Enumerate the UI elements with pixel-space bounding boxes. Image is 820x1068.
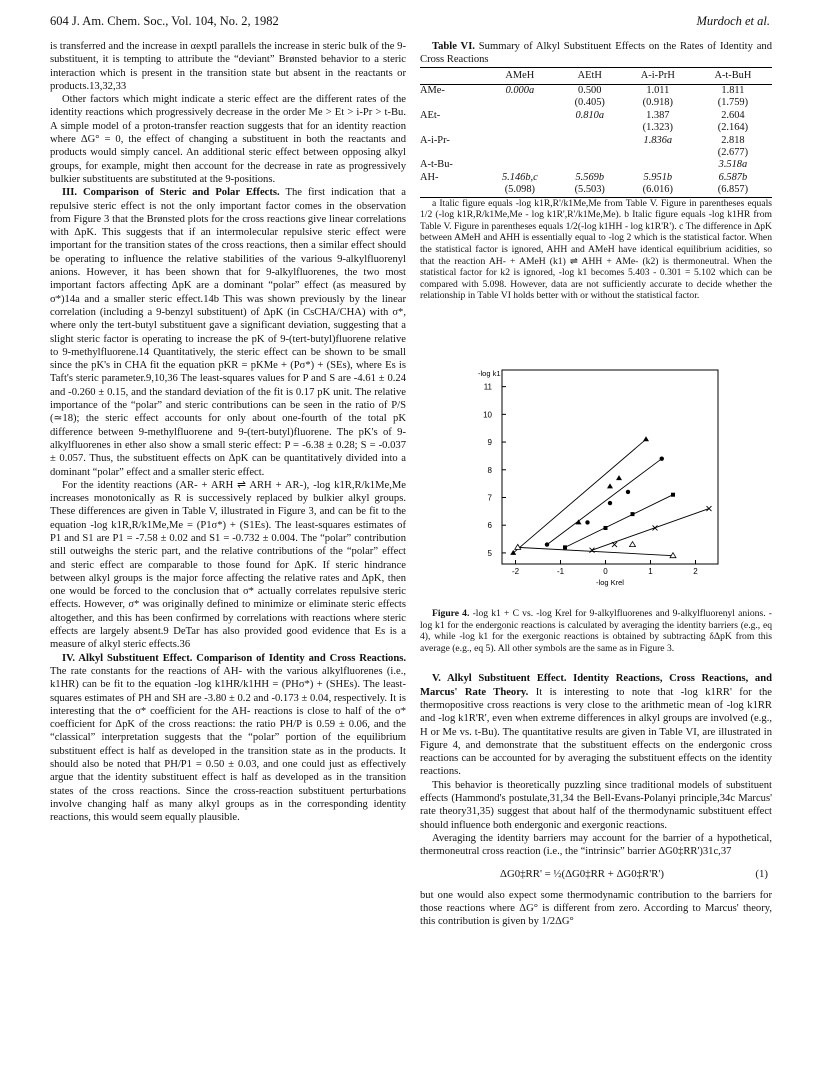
- data-point: [660, 456, 664, 460]
- table-cell: 0.500: [578, 85, 602, 96]
- data-point: [626, 490, 630, 494]
- table-cell: [622, 159, 694, 171]
- section-heading: IV. Alkyl Substituent Effect. Comparison of Identity and Cross Reactions.: [62, 652, 406, 664]
- column-header: AMeH: [482, 67, 558, 84]
- data-point: [707, 506, 712, 511]
- data-point: [585, 520, 589, 524]
- paragraph: [420, 672, 772, 778]
- x-axis-label: -log Krel: [596, 578, 624, 587]
- data-point: [612, 542, 617, 547]
- x-tick-label: 0: [603, 567, 608, 576]
- figure-4: [420, 348, 772, 608]
- left-column: [50, 40, 406, 825]
- table-cell: [482, 135, 558, 147]
- table-row: [420, 97, 772, 109]
- x-tick-label: -1: [556, 567, 565, 576]
- paragraph: For the identity reactions (AR- + ARH ⇌ ARH + AR-), -log k1R,R/k1Me,Me increases monotonically as R is successively replaced by bulkier alkyl groups. These differences are given in Table V, illustrated in Figure 3, and can be fit to the equation -log k1R,R/k1Me,Me = (P1σ*) + (S1Es). The least-squares estimates of P1 and S1 are P1 = -7.58 ± 0.02 and S1 = -0.732 ± 0.004. The “polar” contribution still outweighs the steric part, and the relative contributions of the “polar” effect and steric effect are comparable to those found for ΔpK. If steric hindrance between alkyl groups is the major force affecting the relative rates and ΔpK, then one would be forced to the conclusion that σ* actually correlates repulsive steric effects. However, σ* was originally defined to minimize or eliminate steric effects altogether, and this has been confirmed by correlations with reactions where steric effects are largely absent.9 DeTar has also provided good evidence that Es is a measure of alkyl steric effects.36: [50, 479, 406, 651]
- section-text: The rate constants for the reactions of AH- with the various alkylfluorenes (i.e., k1HR) can be fit to the equation -log k1HR/k1HH = (PHσ*) + (SHEs). The least-squares estimates of PH and SH are -3.80 ± 0.2 and -0.173 ± 0.04, respectively. It is interesting that the σ* coefficient for the AH- reactions is close to half of the σ* coefficient for ΔpK of the cross reactions: the ratio PH/P is 0.59 ± 0.06, and the “classical” interpretation suggests that the “polar” portion of the equilibrium substituent effect is half as developed in the transition state as in the products. It should also be noted that PH/P1 = 0.50 ± 0.03, and one could just as effectively argue that the identity substituent effect is half as developed as in the transition states of the cross reactions. Since the cross-reaction substituent perturbations involve changing half as many alkyl groups as in the corresponding identity reactions, this would seem equally plausible.: [50, 665, 406, 824]
- data-point: [630, 542, 636, 547]
- table-row: [420, 135, 772, 147]
- table-row: [420, 184, 772, 197]
- figure-label: Figure 4.: [432, 608, 470, 619]
- table-cell: (0.405): [574, 97, 605, 109]
- series-line: [513, 439, 646, 553]
- section-text: It is interesting to note that -log k1RR' for the thermopositive cross reactions is very close to the arithmetic mean of -log k1RR and -log k1R'R', even when extreme differences in alkyl groups are involved (e.g., H or Me vs. t-Bu). The quantitative results are given in Table VI, are illustrated in Figure 4, and demonstrate that the substituent effects on the endergonic cross reactions can be accounted for by averaging the substituent effects on the identity reactions.: [420, 686, 773, 778]
- table-cell: (6.016): [622, 184, 694, 197]
- paragraph: Other factors which might indicate a steric effect are the different rates of the identity reactions which progressively decrease in the order Me > Et > i-Pr > t-Bu. A simple model of a proton-transfer reaction suggests that for an identity reaction where ΔG° = 0, the effect of changing a substituent in both the reactants and products would simply cancel. An additional steric effect between opposing alkyl groups, for example, might then account for the decrease in rate as progressively bulkier substituents are substituted at the 9-positions.: [50, 94, 406, 185]
- row-header: [420, 184, 482, 197]
- y-tick-label: 8: [487, 465, 492, 475]
- table-footnote: a Italic figure equals -log k1R,R'/k1Me,Me from Table V. Figure in parentheses equals 1/2 (-log k1R,R/k1Me,Me - log k1R',R'/k1Me,Me). b Italic figure equals -log k1HR from Table V. Figure in parentheses equals 1/2(-log k1HH - log k1R'R'). c The difference in ΔpK between AMeH and AHH is essentially equal to -log 2 which is the statistical factor. When the statistical factor is ignored, AHH and AMeH have identical equilibrium acidities, so that the reaction AH- + AMeH (k1) ⇌ AHH + AMe- (k2) is thermoneutral. When the statistical factor for k2 is ignored, -log k1 becomes 5.403 - 0.301 = 5.102 which can be compared with 5.098. However, data are not sufficiently accurate to decide whether the relationship in Table VI holds better with or without the statistical factor.: [420, 197, 772, 302]
- y-tick-label: 9: [487, 438, 492, 448]
- table-cell: 6.587b: [718, 171, 748, 183]
- series-line: [592, 509, 709, 551]
- right-column: [420, 40, 772, 928]
- data-point: [631, 512, 635, 516]
- table-cell: [558, 122, 622, 134]
- y-tick-label: 11: [483, 382, 492, 392]
- table-cell: [558, 135, 622, 147]
- table-cell: (2.677): [717, 147, 749, 159]
- equation-1: [420, 859, 772, 889]
- data-point: [604, 526, 608, 530]
- x-tick-label: 2: [693, 567, 698, 576]
- row-header: AH-: [420, 171, 439, 183]
- table-cell: (6.857): [694, 184, 772, 197]
- table-cell: [482, 122, 558, 134]
- table-row: [420, 172, 772, 184]
- data-point: [616, 475, 622, 480]
- y-tick-label: 7: [487, 493, 492, 503]
- journal-citation: 604 J. Am. Chem. Soc., Vol. 104, No. 2, 1982: [50, 14, 279, 28]
- data-point: [643, 436, 649, 441]
- table-cell: (5.503): [558, 184, 622, 197]
- y-axis-label: -log k1: [478, 369, 501, 378]
- column-header: A-i-PrH: [622, 67, 694, 84]
- data-point: [590, 548, 595, 553]
- paragraph: Averaging the identity barriers may account for the barrier of a hypothetical, thermoneutral cross reaction (i.e., the “intrinsic” barrier ΔG0‡RR')31c,37: [420, 832, 772, 858]
- table-cell: 5.569b: [575, 171, 605, 183]
- table-row: [420, 147, 772, 159]
- table-cell: (5.098): [482, 184, 558, 197]
- row-header: [420, 97, 482, 109]
- y-tick-label: 5: [487, 548, 492, 558]
- paragraph: This behavior is theoretically puzzling since traditional models of substituent effects (Hammond's postulate,31,34 the Bell-Evans-Polanyi principle,34c Marcus' rate theory31,35) suggest that about half of the thermodynamic substituent effect should influence both endergonic and exergonic reactions.: [420, 779, 772, 831]
- figure-caption-text: -log k1 + C vs. -log Krel for 9-alkylfluorenes and 9-alkylfluorenyl anions. -log k1 for the endergonic reactions is calculated by averaging the identity barriers (e.g., eq 4), while -log k1 for the exergonic reactions is obtained by subtracting δΔpK from this average (e.g., eq 5). All other symbols are the same as in Figure 3.: [420, 608, 772, 654]
- y-tick-label: 10: [483, 410, 492, 420]
- table-cell: [558, 159, 622, 171]
- table-row: [420, 159, 772, 171]
- table-row: [420, 110, 772, 122]
- table-title: Summary of Alkyl Substituent Effects on the Rates of Identity and Cross Reactions: [420, 41, 772, 66]
- column-header: A-t-BuH: [694, 67, 772, 84]
- table-label: Table VI.: [432, 41, 475, 52]
- data-point: [545, 542, 549, 546]
- table-row: [420, 85, 772, 98]
- row-header: [420, 122, 482, 134]
- table-cell: [482, 147, 558, 159]
- column-header: [420, 67, 482, 84]
- paragraph: is transferred and the increase in αexptl parallels the increase in steric bulk of the 9-substituent, it is tempting to attribute the “deviant” Brønsted behavior to a steric interaction which is present in the transition state but absent in the reactants or products.13,32,33: [50, 41, 406, 92]
- table-body: [420, 85, 772, 198]
- data-point: [607, 483, 613, 488]
- row-header: AMe-: [420, 85, 445, 96]
- paragraph: [50, 186, 406, 479]
- table-cell: (1.323): [642, 122, 673, 134]
- table-cell: 1.836a: [643, 134, 673, 146]
- row-header: AEt-: [420, 109, 441, 121]
- data-point: [608, 501, 612, 505]
- data-point: [671, 493, 675, 497]
- table-cell: (1.759): [717, 97, 749, 109]
- authors: Murdoch et al.: [696, 14, 770, 28]
- equation-number: (1): [755, 867, 768, 880]
- table-cell: [482, 97, 558, 109]
- table-cell: (0.918): [642, 97, 673, 109]
- table-row: [420, 122, 772, 134]
- column-header: AEtH: [558, 67, 622, 84]
- series-line: [565, 495, 673, 548]
- table-cell: 1.011: [646, 85, 670, 96]
- row-header: A-t-Bu-: [420, 159, 453, 171]
- figure-4-plot: [420, 348, 772, 608]
- table-cell: [482, 110, 558, 122]
- table-cell: [558, 147, 622, 159]
- data-point: [576, 519, 582, 524]
- x-tick-label: -2: [511, 567, 520, 576]
- table-cell: 1.387: [646, 109, 670, 121]
- table-cell: 5.146b,c: [501, 171, 538, 183]
- running-header: [50, 14, 770, 32]
- table-caption: [420, 40, 772, 67]
- row-header: A-i-Pr-: [420, 134, 450, 146]
- equation-expression: ΔG0‡RR' = ½(ΔG0‡RR + ΔG0‡R'R'): [500, 867, 664, 880]
- table-cell: 2.818: [721, 134, 745, 146]
- table-cell: (2.164): [717, 122, 749, 134]
- paragraph: but one would also expect some thermodynamic contribution to the barriers for those reactions where ΔG° is different from zero. According to Marcus' theory, this contribution is given by 1/2ΔG°: [420, 889, 772, 928]
- table-header-row: [420, 67, 772, 84]
- figure-caption: [420, 608, 772, 654]
- data-point: [563, 545, 567, 549]
- table-vi: [420, 67, 772, 198]
- x-tick-label: 1: [648, 567, 653, 576]
- row-header: [420, 147, 482, 159]
- paragraph: [50, 652, 406, 825]
- table-cell: 3.518a: [718, 159, 748, 171]
- table-cell: 0.810a: [575, 109, 605, 121]
- y-tick-label: 6: [487, 521, 492, 531]
- section-heading: V. Alkyl Substituent Effect. Identity Reactions, Cross Reactions, and Marcus' Rate Theory.: [420, 673, 772, 698]
- table-cell: [622, 147, 694, 159]
- table-cell: 0.000a: [505, 85, 535, 96]
- table-cell: 2.604: [721, 109, 745, 121]
- section-heading: III. Comparison of Steric and Polar Effects.: [62, 187, 280, 199]
- table-cell: 1.811: [721, 85, 745, 96]
- section-text: The first indication that a repulsive steric effect is not the only important factor comes in the observation from Figure 3 that the Brønsted plots for the cross reactions give linear correlations with ΔpK. This suggests that if an intermolecular repulsive steric effect were important for the transition states of the cross reactions, then a similar effect should be operating to influence the relative stabilities of the various 9-alkylfluorenyl anions. However, it has been shown that for 9-alkylfluorenes, the two most important factors affecting ΔpK are a dominant “polar” effect (as measured by σ*)14a and a smaller steric effect.14b This was shown previously by the linear correlation (including a 9-benzyl substituent) of ΔpK (in CsCHA/CHA) with σ*, where only the tert-butyl substituent gave a significant deviation, suggesting that a slight steric factor is operating to increase the pK of 9-(tert-butyl)fluorene relative to 9-methylfluorene.14 Quantitatively, the steric effect can be shown to be small since the pK's in CHA fit the equation pKR = pKMe + (Pσ*) + (SEs), where Es is Taft's steric parameter.9,10,36 The least-squares values for P and S are -4.61 ± 0.24 and -0.260 ± 0.15, and the standard deviation of the fit is 0.17 pK unit. The relative importance of the “polar” and steric contributions can be seen in the ratio of P/S (≃18); the steric effect accounts for only about one-fourth of the total pK difference between 9-methylfluorene and 9-(tert-butyl)fluorene. The pK's of 9-alkylfluorenes in ether also show a small steric effect: P = -6.38 ± 0.28; S = -0.037 ± 0.057. Thus, the substituent effects on ΔpK can be quantitatively divided into a dominant “polar” effect and a smaller steric effect.: [50, 187, 406, 478]
- table-cell: [482, 159, 558, 171]
- table-cell: 5.951b: [643, 171, 673, 183]
